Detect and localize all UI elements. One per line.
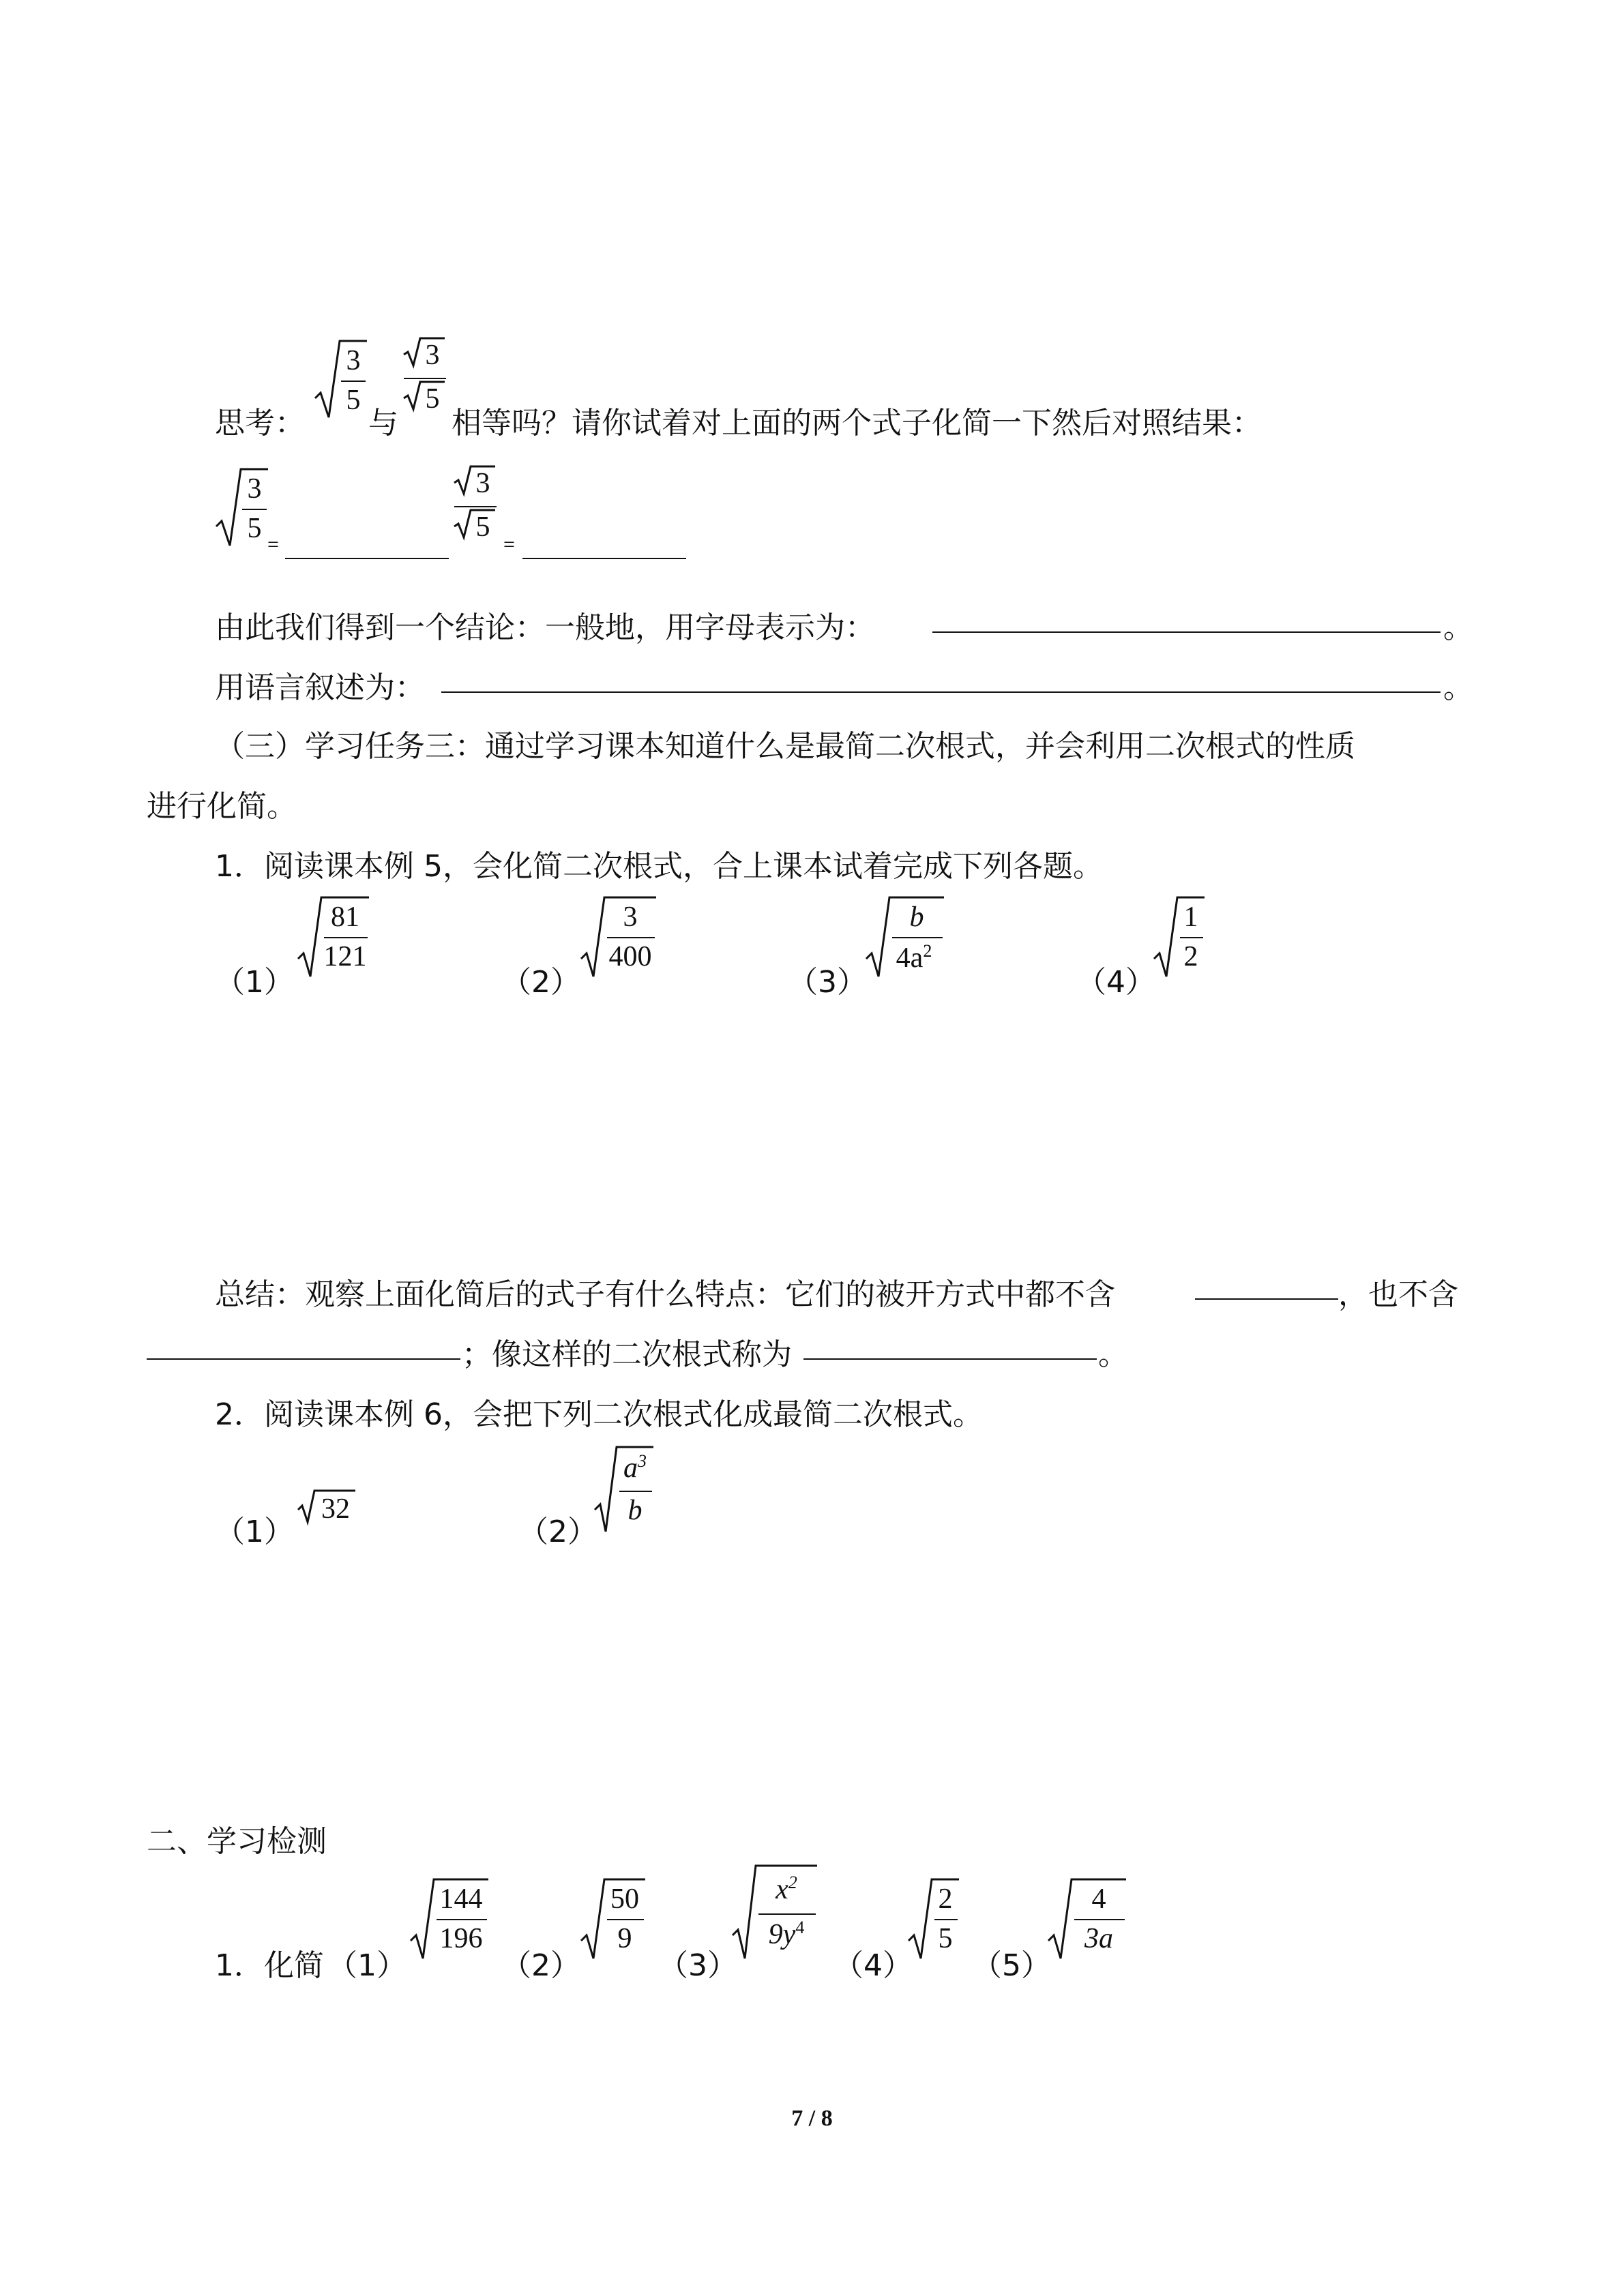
radicand: 32 bbox=[321, 1493, 350, 1525]
numerator-base: a bbox=[623, 1452, 638, 1484]
task3-item1: 1．阅读课本例 5，会化简二次根式，合上课本试着完成下列各题。 bbox=[215, 849, 1103, 884]
equals-sign: = bbox=[267, 533, 279, 556]
fraction-bar bbox=[242, 509, 267, 510]
denominator-exponent: 2 bbox=[923, 941, 932, 961]
sqrt-three-fifths-2 bbox=[215, 464, 269, 552]
fraction-denominator: 5 bbox=[247, 513, 262, 544]
fraction-numerator: b bbox=[909, 901, 924, 933]
fraction-denominator: 5 bbox=[425, 383, 440, 415]
fraction-bar bbox=[607, 937, 655, 938]
summary-blank-3[interactable] bbox=[803, 1358, 1097, 1360]
sqrt3-over-sqrt5 bbox=[402, 336, 450, 424]
summary-blank-1[interactable] bbox=[1195, 1298, 1338, 1300]
fraction-numerator: 4 bbox=[1091, 1883, 1106, 1915]
test-heading: 二、学习检测 bbox=[147, 1824, 327, 1859]
sqrt-4-over-3a bbox=[1047, 1874, 1129, 1963]
summary-line1: 总结：观察上面化简后的式子有什么特点：它们的被开方式中都不含 bbox=[215, 1277, 1115, 1312]
fraction-bar bbox=[607, 1919, 644, 1920]
fraction-numerator: 3 bbox=[623, 901, 638, 933]
fraction-denominator bbox=[888, 942, 940, 972]
item2-text: 2．阅读课本例 6，会把下列二次根式化成最简二次根式。 bbox=[215, 1397, 983, 1432]
fraction-numerator bbox=[618, 1452, 652, 1482]
sqrt-81-over-121 bbox=[297, 892, 372, 981]
sqrt-a3-over-b bbox=[593, 1442, 655, 1537]
fraction-numerator: 144 bbox=[439, 1883, 483, 1915]
fraction-denominator: 3a bbox=[1084, 1923, 1113, 1954]
problem-label: （4） bbox=[833, 1948, 913, 1983]
problem-label: （5） bbox=[972, 1948, 1051, 1983]
fraction-denominator: 400 bbox=[608, 941, 652, 972]
fraction-bar bbox=[619, 1491, 652, 1492]
and-text: 与 bbox=[368, 406, 398, 441]
test-prefix: 1．化简 bbox=[215, 1948, 324, 1983]
task3-title-line1: （三）学习任务三：通过学习课本知道什么是最简二次根式，并会利用二次根式的性质 bbox=[215, 729, 1355, 764]
sqrt-50-over-9 bbox=[580, 1874, 648, 1963]
fraction-bar bbox=[1180, 937, 1203, 938]
fraction-denominator bbox=[757, 1919, 816, 1949]
fraction-bar bbox=[892, 937, 943, 938]
fraction-denominator: 5 bbox=[938, 1923, 953, 1954]
end-mark: 。 bbox=[1098, 1337, 1128, 1372]
summary-blank-2[interactable] bbox=[147, 1358, 460, 1360]
numerator-exponent: 2 bbox=[788, 1873, 797, 1892]
fraction-numerator bbox=[757, 1874, 816, 1904]
fraction-denominator: 196 bbox=[439, 1923, 483, 1954]
words-blank[interactable] bbox=[441, 691, 1441, 693]
fraction-numerator: 3 bbox=[247, 473, 262, 505]
fraction-numerator: 1 bbox=[1183, 901, 1198, 933]
fraction-numerator: 2 bbox=[938, 1883, 953, 1915]
conclusion-words: 用语言叙述为： bbox=[215, 670, 425, 705]
fraction-numerator: 50 bbox=[610, 1883, 639, 1915]
fraction-bar bbox=[341, 381, 366, 382]
think-question: 相等吗？请你试着对上面的两个式子化简一下然后对照结果： bbox=[452, 406, 1262, 441]
fraction-denominator: 2 bbox=[1183, 941, 1198, 972]
answer-blank-1[interactable] bbox=[285, 558, 449, 559]
fraction-bar bbox=[437, 1919, 487, 1920]
page-number: 7 / 8 bbox=[791, 2106, 833, 2131]
end-mark: 。 bbox=[1443, 610, 1473, 645]
fraction-numerator: 3 bbox=[475, 468, 490, 499]
answer-blank-2[interactable] bbox=[522, 558, 686, 559]
summary-line2: ；像这样的二次根式称为 bbox=[462, 1337, 792, 1372]
problem-label: （2） bbox=[518, 1515, 597, 1549]
fraction-bar bbox=[934, 1919, 958, 1920]
fraction-denominator: 9 bbox=[617, 1923, 632, 1954]
end-mark: 。 bbox=[1443, 670, 1473, 705]
sqrt-1-over-2 bbox=[1153, 892, 1207, 981]
summary-mid: ，也不含 bbox=[1338, 1277, 1458, 1312]
sqrt3-over-sqrt5-2 bbox=[453, 464, 501, 552]
problem-label: （4） bbox=[1076, 965, 1155, 1000]
problem-label: （2） bbox=[501, 1948, 580, 1983]
sqrt-2-over-5 bbox=[907, 1874, 962, 1963]
denominator-base: 9y bbox=[768, 1919, 796, 1950]
fraction-numerator: 81 bbox=[331, 901, 359, 933]
numerator-base: x bbox=[776, 1874, 788, 1905]
fraction-bar bbox=[1074, 1919, 1125, 1920]
equals-sign: = bbox=[503, 533, 515, 556]
problem-label: （1） bbox=[215, 1515, 294, 1549]
fraction-bar bbox=[404, 378, 446, 379]
sqrt-32 bbox=[297, 1487, 358, 1534]
fraction-denominator: b bbox=[628, 1495, 643, 1526]
sqrt-b-over-4a2 bbox=[865, 892, 947, 981]
think-label: 思考： bbox=[215, 406, 305, 441]
fraction-bar bbox=[324, 937, 368, 938]
problem-label: （3） bbox=[658, 1948, 737, 1983]
problem-label: （2） bbox=[501, 965, 580, 1000]
numerator-exponent: 3 bbox=[638, 1451, 647, 1471]
sqrt-three-fifths bbox=[314, 336, 368, 424]
fraction-denominator: 121 bbox=[323, 941, 367, 972]
fraction-bar bbox=[758, 1913, 816, 1915]
sqrt-144-over-196 bbox=[409, 1874, 491, 1963]
problem-label: （1） bbox=[327, 1948, 407, 1983]
fraction-numerator: 3 bbox=[425, 340, 440, 371]
conclusion-letters: 由此我们得到一个结论：一般地，用字母表示为： bbox=[215, 610, 875, 645]
sqrt-3-over-400 bbox=[580, 892, 658, 981]
fraction-denominator: 5 bbox=[346, 385, 361, 416]
sqrt-x2-over-9y4 bbox=[731, 1860, 820, 1963]
task3-title-line2: 进行化简。 bbox=[147, 789, 297, 824]
denominator-base: 4a bbox=[896, 942, 924, 974]
letters-blank[interactable] bbox=[932, 631, 1441, 633]
denominator-exponent: 4 bbox=[795, 1918, 805, 1937]
problem-label: （1） bbox=[215, 965, 294, 1000]
fraction-numerator: 3 bbox=[346, 345, 361, 376]
fraction-bar bbox=[454, 506, 497, 507]
fraction-denominator: 5 bbox=[475, 511, 490, 543]
problem-label: （3） bbox=[788, 965, 867, 1000]
